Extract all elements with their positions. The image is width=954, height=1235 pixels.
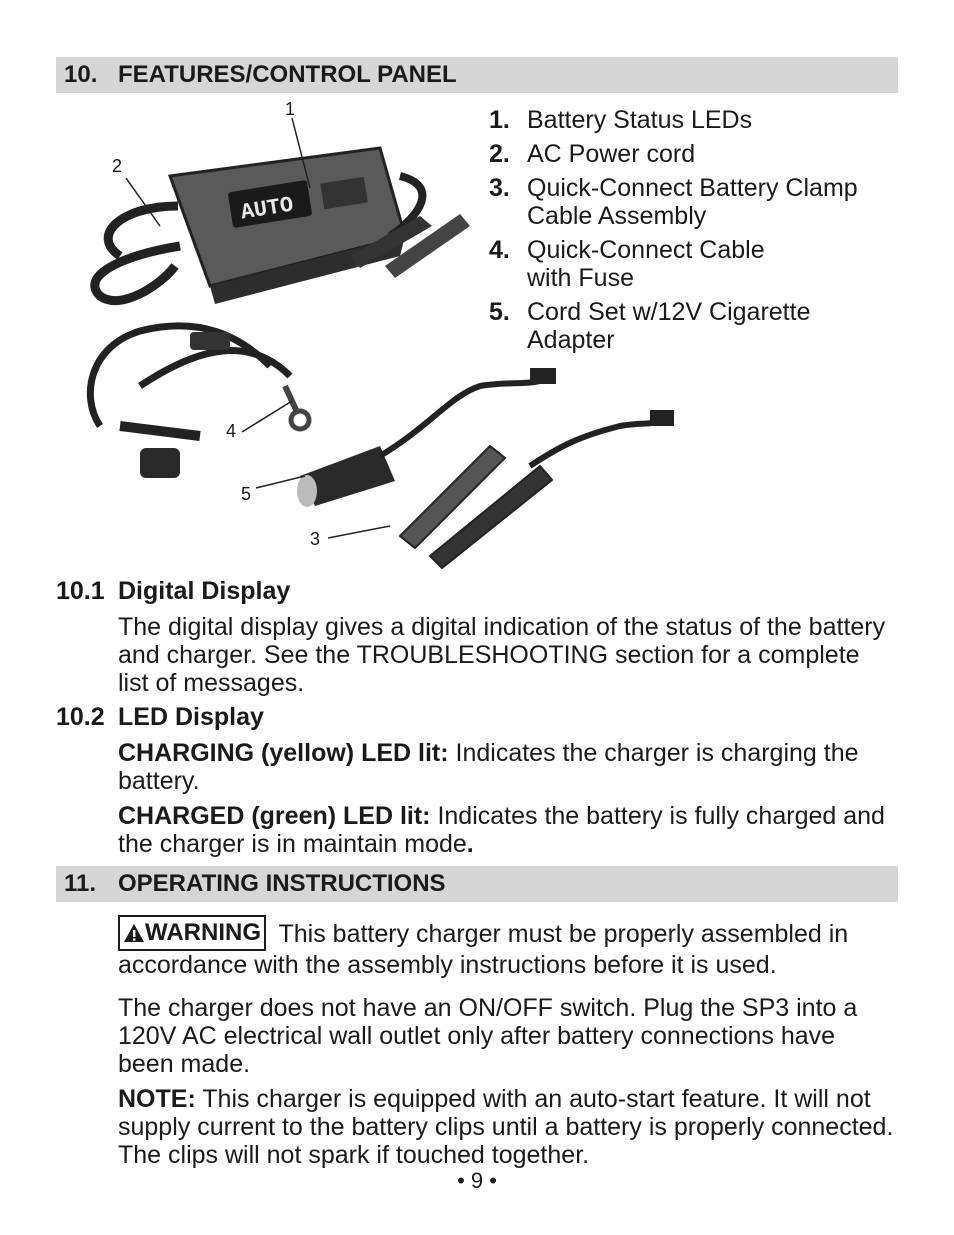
legend-num: 5. — [489, 298, 510, 326]
legend-num: 1. — [489, 106, 510, 134]
charging-led-text: Indicates the charger is charging the battery. — [118, 739, 859, 795]
note-paragraph — [118, 1085, 894, 1169]
legend-item — [489, 298, 889, 354]
warning-badge — [118, 915, 266, 951]
legend-text: AC Power cord — [527, 140, 696, 168]
display-text: AUTO — [239, 192, 296, 226]
subsection-heading-led-display — [56, 703, 264, 732]
legend-item — [489, 106, 889, 134]
charged-led-period: . — [466, 830, 474, 858]
section-header-operating — [56, 866, 898, 902]
charged-led-paragraph — [118, 802, 894, 858]
ring-terminal — [291, 411, 309, 429]
battery-clamps — [400, 410, 674, 568]
subsection-number: 10.2 — [56, 703, 105, 731]
legend-item — [489, 174, 889, 230]
connector-cap — [140, 448, 180, 478]
legend-num: 4. — [489, 236, 510, 264]
note-text: This charger is equipped with an auto-start feature. It will not supply current to the battery clips until a battery is properly connected. The clips will not spark if touched together. — [118, 1085, 894, 1169]
legend-num: 3. — [489, 174, 510, 202]
legend-item — [489, 140, 889, 168]
charged-led-label: CHARGED (green) LED lit: — [118, 802, 431, 830]
legend-text: Quick-Connect Cable with Fuse — [527, 236, 765, 292]
charger-body — [170, 148, 405, 304]
callout-5: 5 — [241, 484, 252, 504]
callout-3: 3 — [310, 529, 321, 549]
subsection-title: LED Display — [118, 703, 264, 731]
subsection-heading-digital-display — [56, 577, 290, 606]
fuse-holder — [190, 332, 230, 350]
charging-led-paragraph — [118, 739, 894, 795]
callout-2: 2 — [112, 156, 123, 176]
ac-cord — [95, 246, 180, 301]
warning-paragraph — [118, 915, 894, 979]
legend-text: Cord Set w/12V Cigarette Adapter — [527, 298, 811, 354]
section-header-features — [56, 57, 898, 93]
legend-text: Battery Status LEDs — [527, 106, 753, 134]
legend-num: 2. — [489, 140, 510, 168]
section-number: 11. — [64, 870, 97, 897]
warning-badge-label: WARNING — [145, 919, 261, 946]
digital-display-paragraph: The digital display gives a digital indication of the status of the battery and charger. See the TROUBLESHOOTING section for a complete list of messages. — [118, 613, 886, 697]
legend-text: Quick-Connect Battery Clamp Cable Assembly — [527, 174, 858, 230]
subsection-title: Digital Display — [118, 577, 291, 605]
section-number: 10. — [64, 61, 98, 88]
charging-led-label: CHARGING (yellow) LED lit: — [118, 739, 449, 767]
parts-legend — [489, 106, 889, 360]
section-title: OPERATING INSTRUCTIONS — [118, 870, 446, 897]
charged-led-text: Indicates the battery is fully charged and the charger is in maintain mode — [118, 802, 885, 858]
switch-paragraph: The charger does not have an ON/OFF switch. Plug the SP3 into a 120V AC electrical wall outlet only after battery connections have been made. — [118, 994, 858, 1078]
warning-triangle-icon — [123, 923, 145, 943]
section-title: FEATURES/CONTROL PANEL — [118, 61, 457, 88]
fused-cable — [90, 326, 309, 478]
subsection-number: 10.1 — [56, 577, 105, 605]
legend-item — [489, 236, 889, 292]
note-label: NOTE: — [118, 1085, 196, 1113]
page-number: • 9 • — [457, 1168, 497, 1193]
callout-1: 1 — [285, 99, 296, 119]
callout-4: 4 — [226, 421, 237, 441]
warning-text: This battery charger must be properly assembled in accordance with the assembly instructions before it is used. — [118, 920, 849, 979]
